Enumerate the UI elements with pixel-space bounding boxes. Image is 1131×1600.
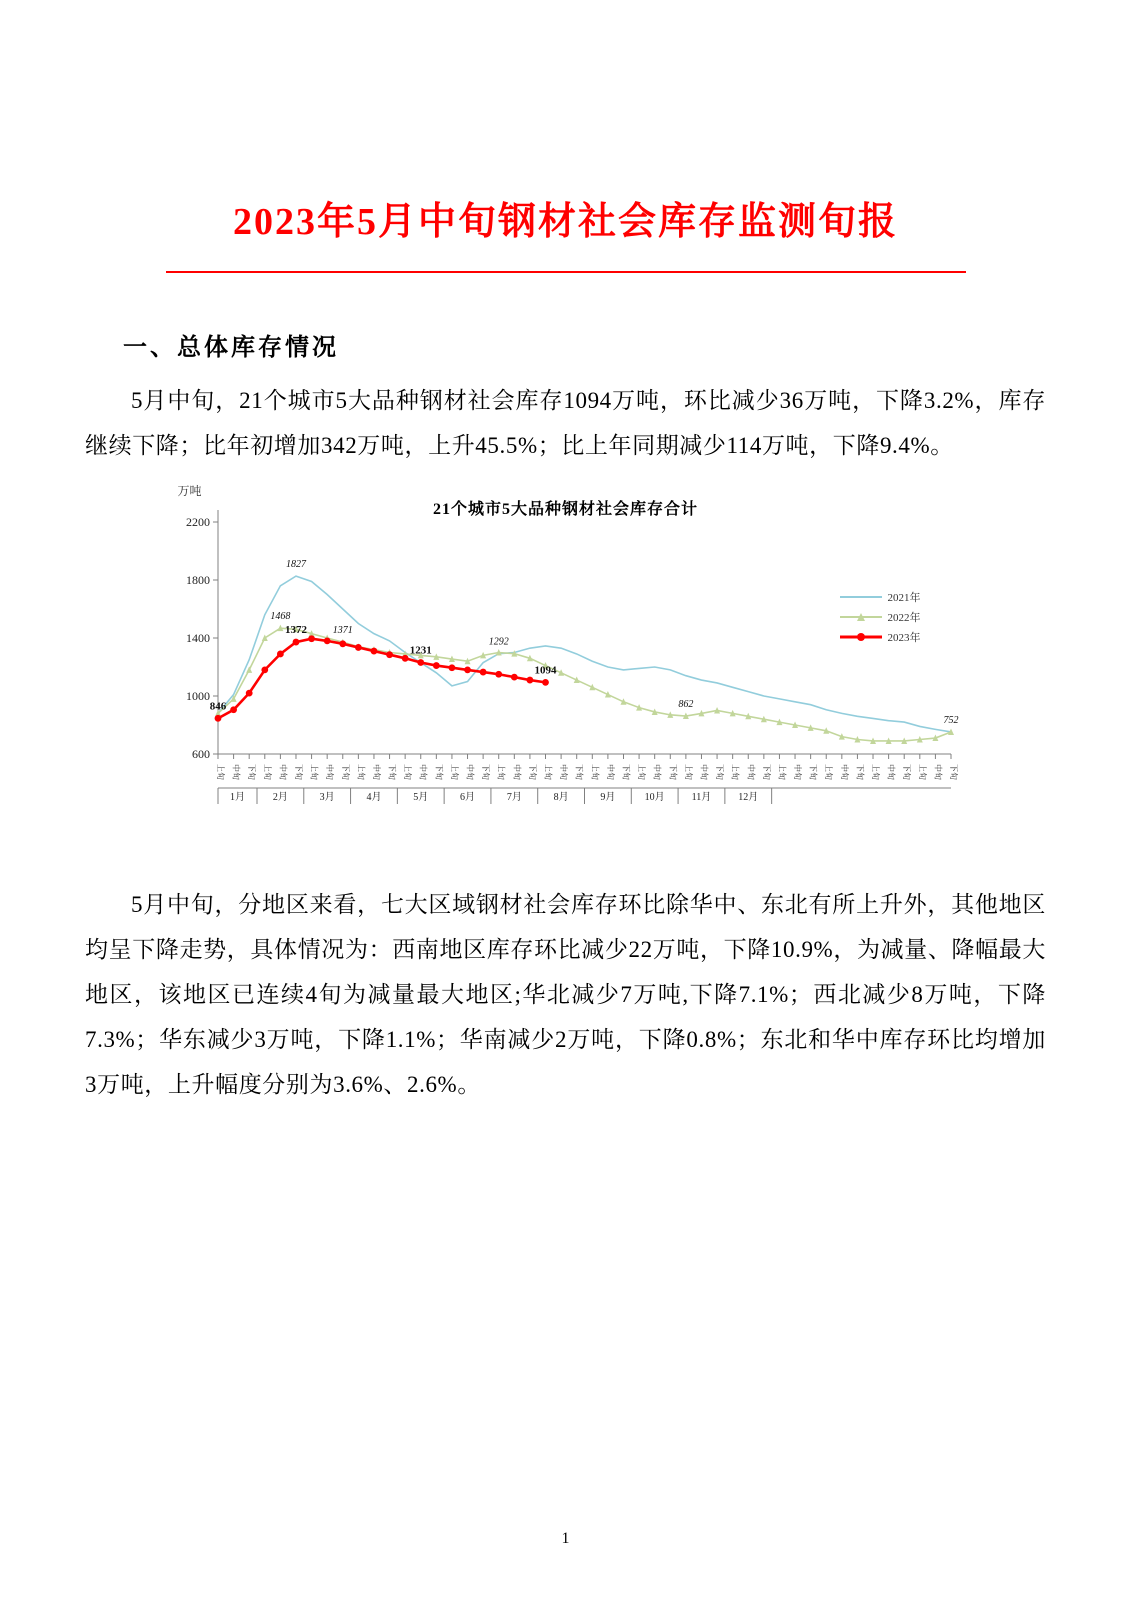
paragraph-regional-inventory: 5月中旬，分地区来看，七大区域钢材社会库存环比除华中、东北有所上升外，其他地区均呈下降走势，具体情况为：西南地区库存环比减少22万吨，下降10.9%，为减量、降幅最大地区，该地区已连续4旬为减量最大地区;华北减少7万吨,下降7.1%；西北减少8万吨，下降7.3%；华东减少3万吨，下降1.1%；华南减少2万吨，下降0.8%；东北和华中库存环比均增加3万吨，上升幅度分别为3.6%、2.6%。 bbox=[85, 892, 1046, 1097]
svg-text:下旬: 下旬 bbox=[948, 764, 958, 780]
svg-text:1400: 1400 bbox=[185, 631, 210, 645]
svg-text:上旬: 上旬 bbox=[402, 764, 412, 780]
legend-item-2023 bbox=[840, 627, 921, 647]
svg-text:中旬: 中旬 bbox=[418, 764, 428, 780]
svg-text:752: 752 bbox=[943, 714, 958, 726]
page-number: 1 bbox=[561, 1530, 570, 1547]
svg-text:12月: 12月 bbox=[737, 792, 758, 803]
page-title: 2023年5月中旬钢材社会库存监测旬报 bbox=[232, 201, 898, 243]
svg-text:中旬: 中旬 bbox=[465, 764, 475, 780]
svg-text:中旬: 中旬 bbox=[792, 764, 802, 780]
paragraph-overall-inventory: 5月中旬，21个城市5大品种钢材社会库存1094万吨，环比减少36万吨，下降3.2%，库存继续下降；比年初增加342万吨，上升45.5%；比上年同期减少114万吨，下降9.4%。 bbox=[85, 388, 1046, 458]
svg-text:上旬: 上旬 bbox=[636, 764, 646, 780]
svg-text:下旬: 下旬 bbox=[854, 764, 864, 780]
svg-text:下旬: 下旬 bbox=[433, 764, 443, 780]
svg-text:1月: 1月 bbox=[229, 792, 245, 803]
title-divider bbox=[166, 271, 966, 273]
svg-text:上旬: 上旬 bbox=[870, 764, 880, 780]
svg-text:2200: 2200 bbox=[185, 515, 210, 529]
svg-text:中旬: 中旬 bbox=[231, 764, 241, 780]
svg-text:下旬: 下旬 bbox=[246, 764, 256, 780]
svg-text:下旬: 下旬 bbox=[387, 764, 397, 780]
svg-text:1827: 1827 bbox=[285, 559, 306, 571]
svg-text:1468: 1468 bbox=[269, 611, 290, 623]
svg-text:下旬: 下旬 bbox=[667, 764, 677, 780]
chart-plot bbox=[156, 482, 976, 832]
svg-text:下旬: 下旬 bbox=[761, 764, 771, 780]
svg-text:中旬: 中旬 bbox=[511, 764, 521, 780]
svg-text:9月: 9月 bbox=[599, 792, 615, 803]
svg-text:中旬: 中旬 bbox=[839, 764, 849, 780]
svg-text:下旬: 下旬 bbox=[901, 764, 911, 780]
legend-swatch-2023 bbox=[840, 631, 882, 643]
svg-text:上旬: 上旬 bbox=[589, 764, 599, 780]
svg-text:2月: 2月 bbox=[272, 792, 288, 803]
svg-text:6月: 6月 bbox=[459, 792, 475, 803]
svg-text:中旬: 中旬 bbox=[652, 764, 662, 780]
svg-text:上旬: 上旬 bbox=[449, 764, 459, 780]
svg-text:1231: 1231 bbox=[409, 644, 432, 657]
chart-unit-label: 万吨 bbox=[177, 484, 202, 498]
svg-text:下旬: 下旬 bbox=[293, 764, 303, 780]
legend-label-2023: 2023年 bbox=[887, 632, 921, 644]
inventory-chart bbox=[85, 482, 1046, 842]
svg-text:1292: 1292 bbox=[488, 636, 509, 648]
legend-item-2021 bbox=[840, 587, 921, 607]
chart-legend bbox=[840, 587, 921, 647]
legend-label-2021: 2021年 bbox=[887, 592, 921, 604]
svg-text:上旬: 上旬 bbox=[730, 764, 740, 780]
svg-text:3月: 3月 bbox=[319, 792, 335, 803]
svg-text:中旬: 中旬 bbox=[886, 764, 896, 780]
svg-text:上旬: 上旬 bbox=[355, 764, 365, 780]
svg-text:4月: 4月 bbox=[365, 792, 381, 803]
svg-text:下旬: 下旬 bbox=[340, 764, 350, 780]
svg-text:中旬: 中旬 bbox=[371, 764, 381, 780]
svg-text:中旬: 中旬 bbox=[558, 764, 568, 780]
svg-text:1371: 1371 bbox=[332, 625, 353, 637]
svg-text:862: 862 bbox=[677, 699, 693, 711]
svg-text:上旬: 上旬 bbox=[823, 764, 833, 780]
svg-text:1000: 1000 bbox=[185, 689, 210, 703]
legend-swatch-2021 bbox=[840, 591, 882, 603]
svg-text:中旬: 中旬 bbox=[932, 764, 942, 780]
svg-text:1800: 1800 bbox=[185, 573, 210, 587]
svg-text:上旬: 上旬 bbox=[917, 764, 927, 780]
svg-text:11月: 11月 bbox=[691, 792, 711, 803]
svg-text:上旬: 上旬 bbox=[776, 764, 786, 780]
svg-text:上旬: 上旬 bbox=[262, 764, 272, 780]
svg-text:下旬: 下旬 bbox=[620, 764, 630, 780]
svg-text:上旬: 上旬 bbox=[683, 764, 693, 780]
svg-text:8月: 8月 bbox=[553, 792, 569, 803]
svg-text:中旬: 中旬 bbox=[698, 764, 708, 780]
svg-text:上旬: 上旬 bbox=[215, 764, 225, 780]
svg-text:1372: 1372 bbox=[284, 624, 307, 637]
svg-text:中旬: 中旬 bbox=[745, 764, 755, 780]
svg-text:10月: 10月 bbox=[644, 792, 665, 803]
legend-item-2022 bbox=[840, 607, 921, 627]
svg-text:下旬: 下旬 bbox=[808, 764, 818, 780]
svg-text:中旬: 中旬 bbox=[605, 764, 615, 780]
chart-title: 21个城市5大品种钢材社会库存合计 bbox=[432, 501, 698, 518]
svg-text:中旬: 中旬 bbox=[324, 764, 334, 780]
svg-text:上旬: 上旬 bbox=[543, 764, 553, 780]
section-heading-overall-inventory: 一、总体库存情况 bbox=[123, 335, 339, 361]
legend-swatch-2022 bbox=[840, 611, 882, 623]
svg-text:5月: 5月 bbox=[412, 792, 428, 803]
svg-text:7月: 7月 bbox=[506, 792, 522, 803]
svg-text:600: 600 bbox=[191, 747, 210, 761]
svg-text:下旬: 下旬 bbox=[574, 764, 584, 780]
svg-text:1094: 1094 bbox=[534, 664, 557, 677]
svg-text:846: 846 bbox=[209, 700, 226, 713]
svg-text:下旬: 下旬 bbox=[480, 764, 490, 780]
svg-text:上旬: 上旬 bbox=[309, 764, 319, 780]
svg-text:中旬: 中旬 bbox=[277, 764, 287, 780]
svg-text:下旬: 下旬 bbox=[527, 764, 537, 780]
legend-label-2022: 2022年 bbox=[887, 612, 921, 624]
svg-text:下旬: 下旬 bbox=[714, 764, 724, 780]
svg-text:上旬: 上旬 bbox=[496, 764, 506, 780]
